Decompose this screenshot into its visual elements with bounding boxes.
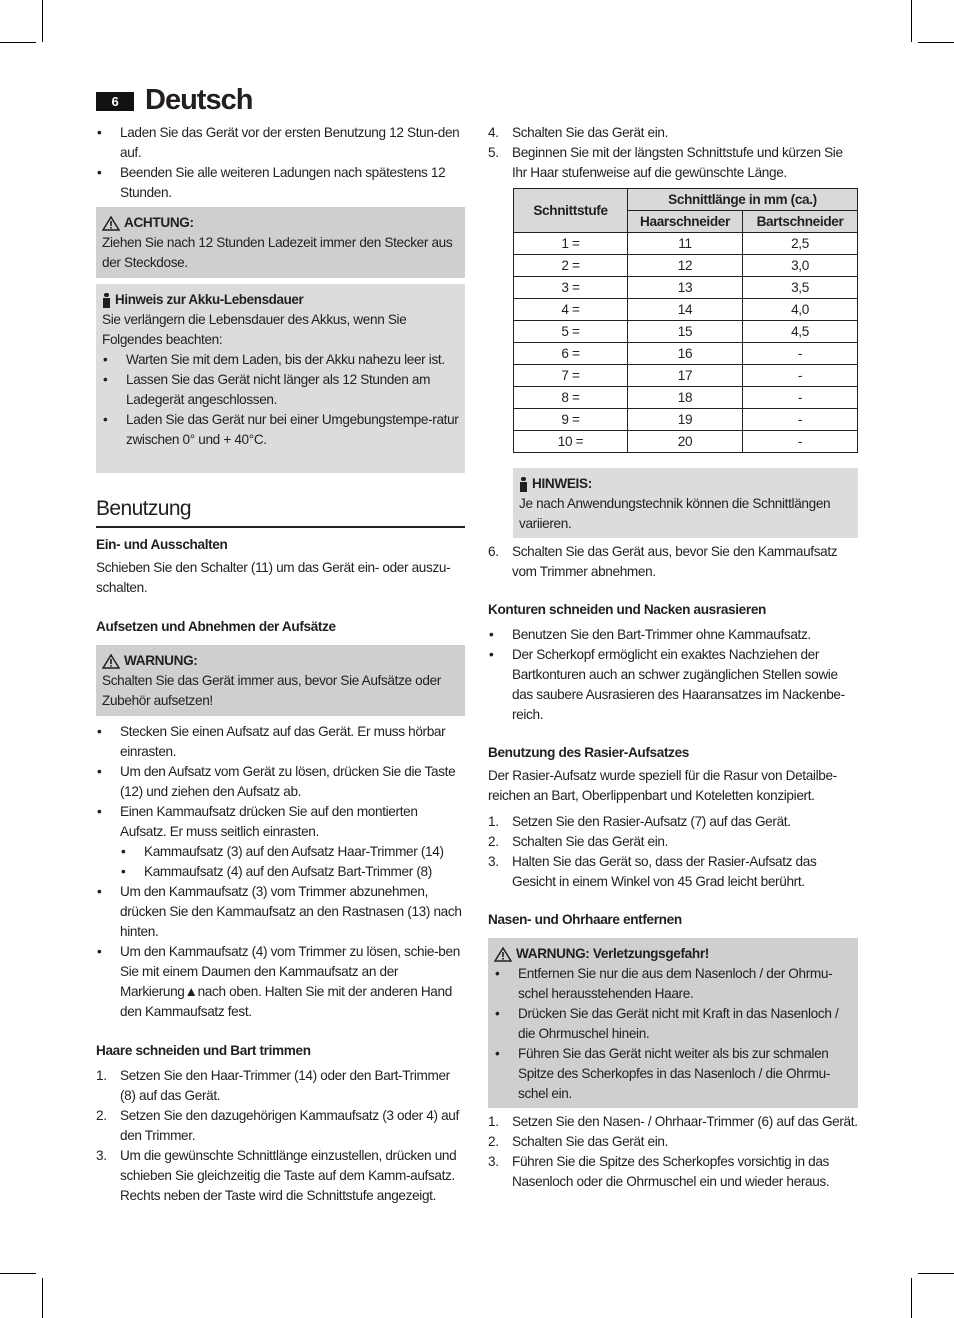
crop-mark	[42, 1278, 43, 1318]
list-item: 1. Setzen Sie den Nasen- / Ohrhaar-Trimmer (6) auf das Gerät.	[488, 1114, 858, 1129]
table-row: 3 = 13 3,5	[514, 277, 858, 299]
table-row: 9 = 19 -	[514, 409, 858, 431]
nose-heading: Nasen- und Ohrhaare entfernen	[488, 912, 682, 927]
crop-mark	[0, 42, 36, 43]
list-item: 3. Führen Sie die Spitze des Scherkopfes vorsichtig in das Nasenloch oder die Ohrmuschel ein und wieder heraus.	[488, 1154, 830, 1189]
warning-text: Schalten Sie das Gerät immer aus, bevor Sie Aufsätze oder Zubehör aufsetzen!	[102, 673, 441, 708]
list-item: • Lassen Sie das Gerät nicht länger als 12 Stunden am Ladegerät angeschlossen.	[126, 370, 459, 410]
warning-triangle-icon	[494, 947, 512, 962]
warning-triangle-icon	[102, 654, 120, 669]
list-item: • Um den Kammaufsatz (4) vom Trimmer zu lösen, schie-ben Sie mit einem Daumen den Kammaufsatz an der Markierung▲nach oben. Halten Sie mit der anderen Hand den Kammaufsatz fest.	[120, 942, 465, 1022]
table-row: 8 = 18 -	[514, 387, 858, 409]
table-header-stage: Schnittstufe	[514, 189, 628, 233]
list-item: 5. Beginnen Sie mit der längsten Schnittstufe und kürzen Sie Ihr Haar stufenweise auf die gewünschte Länge.	[488, 145, 843, 180]
list-item: • Führen Sie das Gerät nicht weiter als bis zur schmalen Spitze des Scherkopfes in das Nasenloch / die Ohrmu-schel ein.	[518, 1044, 852, 1104]
attach-heading: Aufsetzen und Abnehmen der Aufsätze	[96, 619, 336, 634]
caution-text: Ziehen Sie nach 12 Stunden Ladezeit immer den Stecker aus der Steckdose.	[102, 235, 453, 270]
caution-box	[96, 207, 465, 278]
shaver-heading: Benutzung des Rasier-Aufsatzes	[488, 745, 689, 760]
nose-steps	[488, 1112, 858, 1192]
contours-heading: Konturen schneiden und Nacken ausrasieren	[488, 602, 766, 617]
steps-top	[488, 123, 858, 183]
table-row: 6 = 16 -	[514, 343, 858, 365]
nose-warning-box	[488, 938, 858, 1108]
warning-box	[96, 645, 465, 716]
crop-mark	[911, 0, 912, 42]
table-row: 4 = 14 4,0	[514, 299, 858, 321]
table-row: 10 = 20 -	[514, 431, 858, 453]
table-header-length: Schnittlänge in mm (ca.)	[628, 189, 858, 211]
section-rule	[96, 526, 465, 528]
table-row: 7 = 17 -	[514, 365, 858, 387]
list-item: • Laden Sie das Gerät nur bei einer Umgebungstempe-ratur zwischen 0° und + 40°C.	[126, 410, 459, 450]
list-item: 2. Setzen Sie den dazugehörigen Kammaufsatz (3 oder 4) auf den Trimmer.	[96, 1108, 459, 1143]
crop-mark	[42, 0, 43, 42]
info-icon	[102, 293, 111, 308]
onoff-text: Schieben Sie den Schalter (11) um das Gerät ein- oder auszu-schalten.	[96, 560, 451, 595]
list-item: • Stecken Sie einen Aufsatz auf das Gerät. Er muss hörbar einrasten.	[120, 722, 465, 762]
table-row: 2 = 12 3,0	[514, 255, 858, 277]
page-title: Deutsch	[145, 84, 253, 116]
list-item: • Benutzen Sie den Bart-Trimmer ohne Kammaufsatz.	[512, 625, 858, 645]
list-item: • Um den Kammaufsatz (3) vom Trimmer abzunehmen, drücken Sie den Kammaufsatz an den Rastnasen (13) nach hinten.	[120, 882, 465, 942]
table-row: 1 = 11 2,5	[514, 233, 858, 255]
list-item: • Einen Kammaufsatz drücken Sie auf den montierten Aufsatz. Er muss seitlich einrasten. • Kammaufsatz (3) auf den Aufsatz Haar-Trimmer (14) • Kammaufsatz (4) auf den Aufsatz Bart-Trimmer (8)	[120, 802, 465, 882]
list-item: 3. Um die gewünschte Schnittlänge einzustellen, drücken und schieben Sie gleichzeitig die Taste auf dem Kamm-aufsatz. Rechts neben der Taste wird die Schnittstufe angezeigt.	[96, 1148, 457, 1203]
list-item: 2. Schalten Sie das Gerät ein.	[488, 834, 669, 849]
crop-mark	[918, 42, 954, 43]
list-item: • Kammaufsatz (4) auf den Aufsatz Bart-Trimmer (8)	[144, 862, 465, 882]
section-heading-usage: Benutzung	[96, 497, 192, 520]
list-item: 2. Schalten Sie das Gerät ein.	[488, 1134, 669, 1149]
warning-triangle-icon	[102, 216, 120, 231]
attach-sublist	[120, 842, 465, 882]
list-item: 6. Schalten Sie das Gerät aus, bevor Sie den Kammaufsatz vom Trimmer abnehmen.	[488, 544, 838, 579]
attach-list	[96, 722, 465, 1022]
list-item: • Der Scherkopf ermöglicht ein exaktes Nachziehen der Bartkonturen auch an schwer zugänglichen Stellen sowie das saubere Ausrasieren des Haaransatzes im Nackenbe-reich.	[512, 645, 858, 725]
list-item: • Warten Sie mit dem Laden, bis der Akku nahezu leer ist.	[126, 350, 459, 370]
shaver-steps	[488, 812, 858, 892]
list-item: • Um den Aufsatz vom Gerät zu lösen, drücken Sie die Taste (12) und ziehen den Aufsatz ab.	[120, 762, 465, 802]
contours-list	[488, 625, 858, 725]
info-icon	[519, 477, 528, 492]
table-body	[514, 233, 858, 453]
cut-length-table	[513, 188, 858, 453]
list-item: • Beenden Sie alle weiteren Ladungen nach spätestens 12 Stunden.	[120, 163, 465, 203]
page-number: 6	[96, 92, 134, 111]
note-text: Je nach Anwendungstechnik können die Schnittlängen variieren.	[519, 496, 831, 531]
table-row: 5 = 15 4,5	[514, 321, 858, 343]
crop-mark	[918, 1273, 954, 1274]
shaver-text: Der Rasier-Aufsatz wurde speziell für die Rasur von Detailbe-reichen an Bart, Oberlippenbart und Koteletten konzipiert.	[488, 768, 837, 803]
onoff-heading: Ein- und Ausschalten	[96, 537, 228, 552]
table-header-beard: Bartschneider	[743, 211, 858, 233]
table-header-hair: Haarschneider	[628, 211, 743, 233]
nose-warning-title: WARNUNG: Verletzungsgefahr!	[516, 946, 709, 961]
battery-note-title: Hinweis zur Akku-Lebensdauer	[115, 292, 304, 307]
note-box	[513, 468, 858, 538]
step-6	[488, 542, 858, 582]
list-item: 4. Schalten Sie das Gerät ein.	[488, 125, 669, 140]
battery-note-box	[96, 284, 465, 473]
note-title: HINWEIS:	[532, 476, 592, 491]
list-item: • Drücken Sie das Gerät nicht mit Kraft in das Nasenloch / die Ohrmuschel hinein.	[518, 1004, 852, 1044]
battery-note-intro: Sie verlängern die Lebensdauer des Akkus, wenn Sie Folgendes beachten:	[102, 312, 407, 347]
battery-note-list	[102, 350, 459, 450]
list-item: 3. Halten Sie das Gerät so, dass der Rasier-Aufsatz das Gesicht in einem Winkel von 45 Grad leicht berührt.	[488, 854, 817, 889]
warning-title: WARNUNG:	[124, 653, 198, 668]
crop-mark	[911, 1278, 912, 1318]
list-item: • Kammaufsatz (3) auf den Aufsatz Haar-Trimmer (14)	[144, 842, 465, 862]
caution-title: ACHTUNG:	[124, 215, 194, 230]
nose-warning-list	[494, 964, 852, 1104]
list-item: 1. Setzen Sie den Haar-Trimmer (14) oder den Bart-Trimmer (8) auf das Gerät.	[96, 1068, 450, 1103]
intro-bullet-list	[96, 123, 465, 203]
haircut-steps	[96, 1066, 465, 1206]
list-item: 1. Setzen Sie den Rasier-Aufsatz (7) auf das Gerät.	[488, 814, 791, 829]
haircut-heading: Haare schneiden und Bart trimmen	[96, 1043, 311, 1058]
crop-mark	[0, 1273, 36, 1274]
list-item: • Entfernen Sie nur die aus dem Nasenloch / der Ohrmu-schel herausstehenden Haare.	[518, 964, 852, 1004]
list-item: • Laden Sie das Gerät vor der ersten Benutzung 12 Stun-den auf.	[120, 123, 465, 163]
